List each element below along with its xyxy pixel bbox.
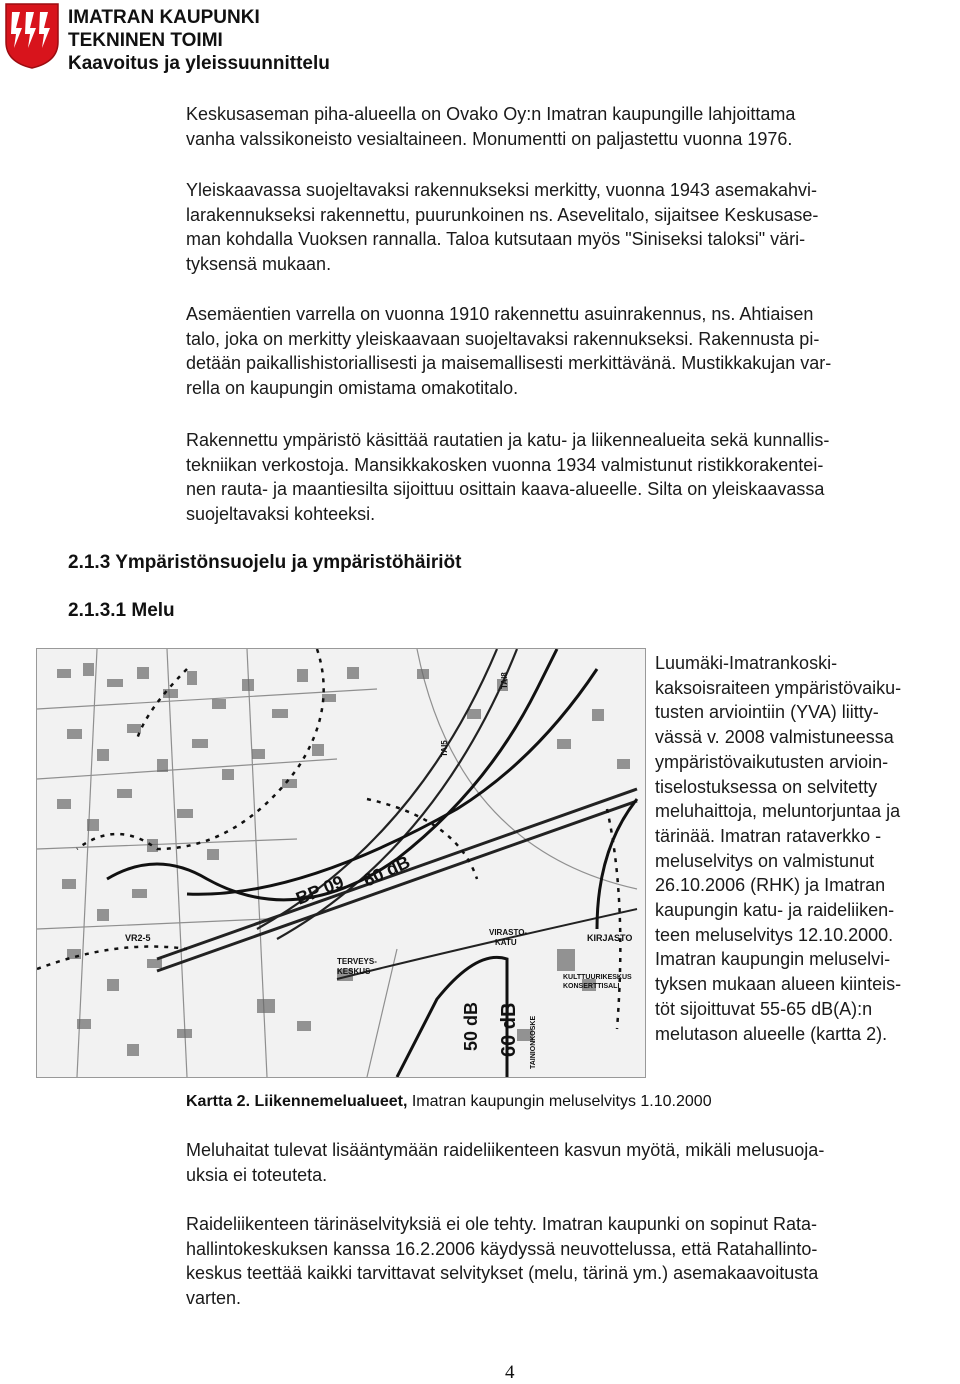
org-unit: Kaavoitus ja yleissuunnittelu	[68, 53, 330, 74]
text-line: suojeltavaksi kohteeksi.	[186, 504, 376, 525]
text-line: Imatran kaupungin meluselvi-	[655, 949, 891, 970]
noise-map-image	[36, 648, 646, 1078]
text-line: uksia ei toteuteta.	[186, 1164, 328, 1185]
org-city: IMATRAN KAUPUNKI	[68, 7, 260, 28]
text-line: tekniikan verkostoja. Mansikkakosken vuonna 1934 valmistunut ristikkorakentei-	[186, 454, 824, 475]
paragraph-built-environment	[186, 428, 946, 527]
text-line: teen meluselvitys 12.10.2000.	[655, 924, 894, 945]
text-line: kaksoisraiteen ympäristövaiku-	[655, 677, 902, 698]
paragraph-asevelitalo	[186, 178, 946, 277]
text-line: tyksen mukaan alueen kiinteis-	[655, 974, 902, 995]
text-line: nen rauta- ja maantiesilta sijoittuu osittain kaava-alueelle. Silta on yleiskaavassa	[186, 479, 825, 500]
text-line: keskus teettää kaikki tarvittavat selvitykset (melu, tärinä ym.) asemakaavoitusta	[186, 1263, 819, 1284]
map-label-tainio: TAINIONKOSKE	[530, 1015, 537, 1069]
text-line: meluhaittoja, meluntorjuntaa ja	[655, 801, 901, 822]
map-label-konsertti: KONSERTTISALI	[563, 983, 620, 990]
text-line: tusten arviointiin (YVA) liitty-	[655, 702, 879, 723]
paragraph-vibration	[186, 1212, 946, 1311]
paragraph-noise-increase	[186, 1138, 946, 1187]
text-line: talo, joka on merkitty yleiskaavaan suojeltavaksi rakennukseksi. Rakennusta pi-	[186, 328, 820, 349]
text-line: 26.10.2006 (RHK) ja Imatran	[655, 875, 886, 896]
text-line: tiselostuksessa on selvitetty	[655, 776, 878, 797]
imatra-coat-of-arms-logo	[4, 2, 60, 70]
map-label-tervey: TERVEYS-	[337, 957, 377, 966]
text-line: Raideliikenteen tärinäselvityksiä ei ole tehty. Imatran kaupunki on sopinut Rata-	[186, 1214, 818, 1234]
text-line: töt sijoittuvat 55-65 dB(A):n	[655, 998, 873, 1019]
paragraph-ahtiaisen-talo	[186, 302, 946, 401]
map-label-50db: 50 dB	[461, 1001, 481, 1051]
text-line: detään paikallishistoriallisesti ja maisemallisesti merkittävänä. Mustikkakujan var-	[186, 353, 832, 374]
map-label-kirjasto: KIRJASTO	[587, 933, 633, 943]
map-label-tai5: TAI5	[440, 740, 449, 757]
text-line: Keskusaseman piha-alueella on Ovako Oy:n Imatran kaupungille lahjoittama	[186, 104, 796, 124]
map-label-katu: KATU	[495, 938, 517, 947]
map-label-tai8: TAI8	[500, 672, 509, 689]
text-line: Luumäki-Imatrankoski-	[655, 653, 838, 673]
text-line: meluselvitys on valmistunut	[655, 850, 875, 871]
text-line: rella on kaupungin omistama omakotitalo.	[186, 378, 519, 399]
text-line: tärinää. Imatran rataverkko -	[655, 825, 882, 846]
text-line: kaupungin katu- ja raideliiken-	[655, 900, 895, 921]
text-line: tyksensä mukaan.	[186, 254, 332, 275]
caption-title: Kartta 2. Liikennemelualueet,	[186, 1093, 408, 1110]
text-line: Meluhaitat tulevat lisääntymään raideliikenteen kasvun myötä, mikäli melusuoja-	[186, 1140, 825, 1160]
text-line: varten.	[186, 1288, 242, 1309]
text-line: larakennukseksi rakennettu, puurunkoinen ns. Asevelitalo, sijaitsee Keskusase-	[186, 204, 819, 225]
map-label-virasto: VIRASTO-	[489, 928, 528, 937]
map-label-60db-lower: 60 dB	[498, 1002, 520, 1057]
organization-header	[68, 6, 330, 75]
text-line: Asemäentien varrella on vuonna 1910 rakennettu asuinrakennus, ns. Ahtiaisen	[186, 304, 814, 324]
map-label-keskus: KESKUS	[337, 967, 371, 976]
map-label-vr: VR2-5	[125, 933, 151, 943]
map-side-text	[655, 651, 955, 1046]
map-label-60db: 60 dB	[360, 851, 414, 891]
subsection-heading: 2.1.3.1 Melu	[68, 600, 175, 621]
map-label-kulttuuri: KULTTUURIKESKUS	[563, 974, 632, 981]
org-department: TEKNINEN TOIMI	[68, 30, 223, 51]
text-line: Rakennettu ympäristö käsittää rautatien ja katu- ja liikennealueita sekä kunnallis-	[186, 430, 830, 450]
text-line: hallintokeskuksen kanssa 16.2.2006 käydyssä neuvottelussa, että Ratahallinto-	[186, 1238, 818, 1259]
text-line: man kohdalla Vuoksen rannalla. Taloa kutsutaan myös "Siniseksi taloksi" väri-	[186, 229, 806, 250]
text-line: melutason alueelle (kartta 2).	[655, 1023, 888, 1044]
text-line: Yleiskaavassa suojeltavaksi rakennukseksi merkitty, vuonna 1943 asemakahvi-	[186, 180, 817, 200]
page-number: 4	[505, 1362, 515, 1383]
section-heading: 2.1.3 Ympäristönsuojelu ja ympäristöhäiriöt	[68, 552, 462, 573]
text-line: vanha valssikoneisto vesialtaineen. Monumentti on paljastettu vuonna 1976.	[186, 128, 793, 149]
noise-map-drawing	[37, 649, 645, 1077]
text-line: ympäristövaikutusten arvioin-	[655, 751, 889, 772]
caption-source: Imatran kaupungin meluselvitys 1.10.2000	[407, 1093, 712, 1110]
map-label-bp09: BP 09	[293, 871, 347, 909]
map-caption	[186, 1093, 712, 1111]
paragraph-monument	[186, 102, 946, 151]
text-line: vässä v. 2008 valmistuneessa	[655, 727, 894, 748]
